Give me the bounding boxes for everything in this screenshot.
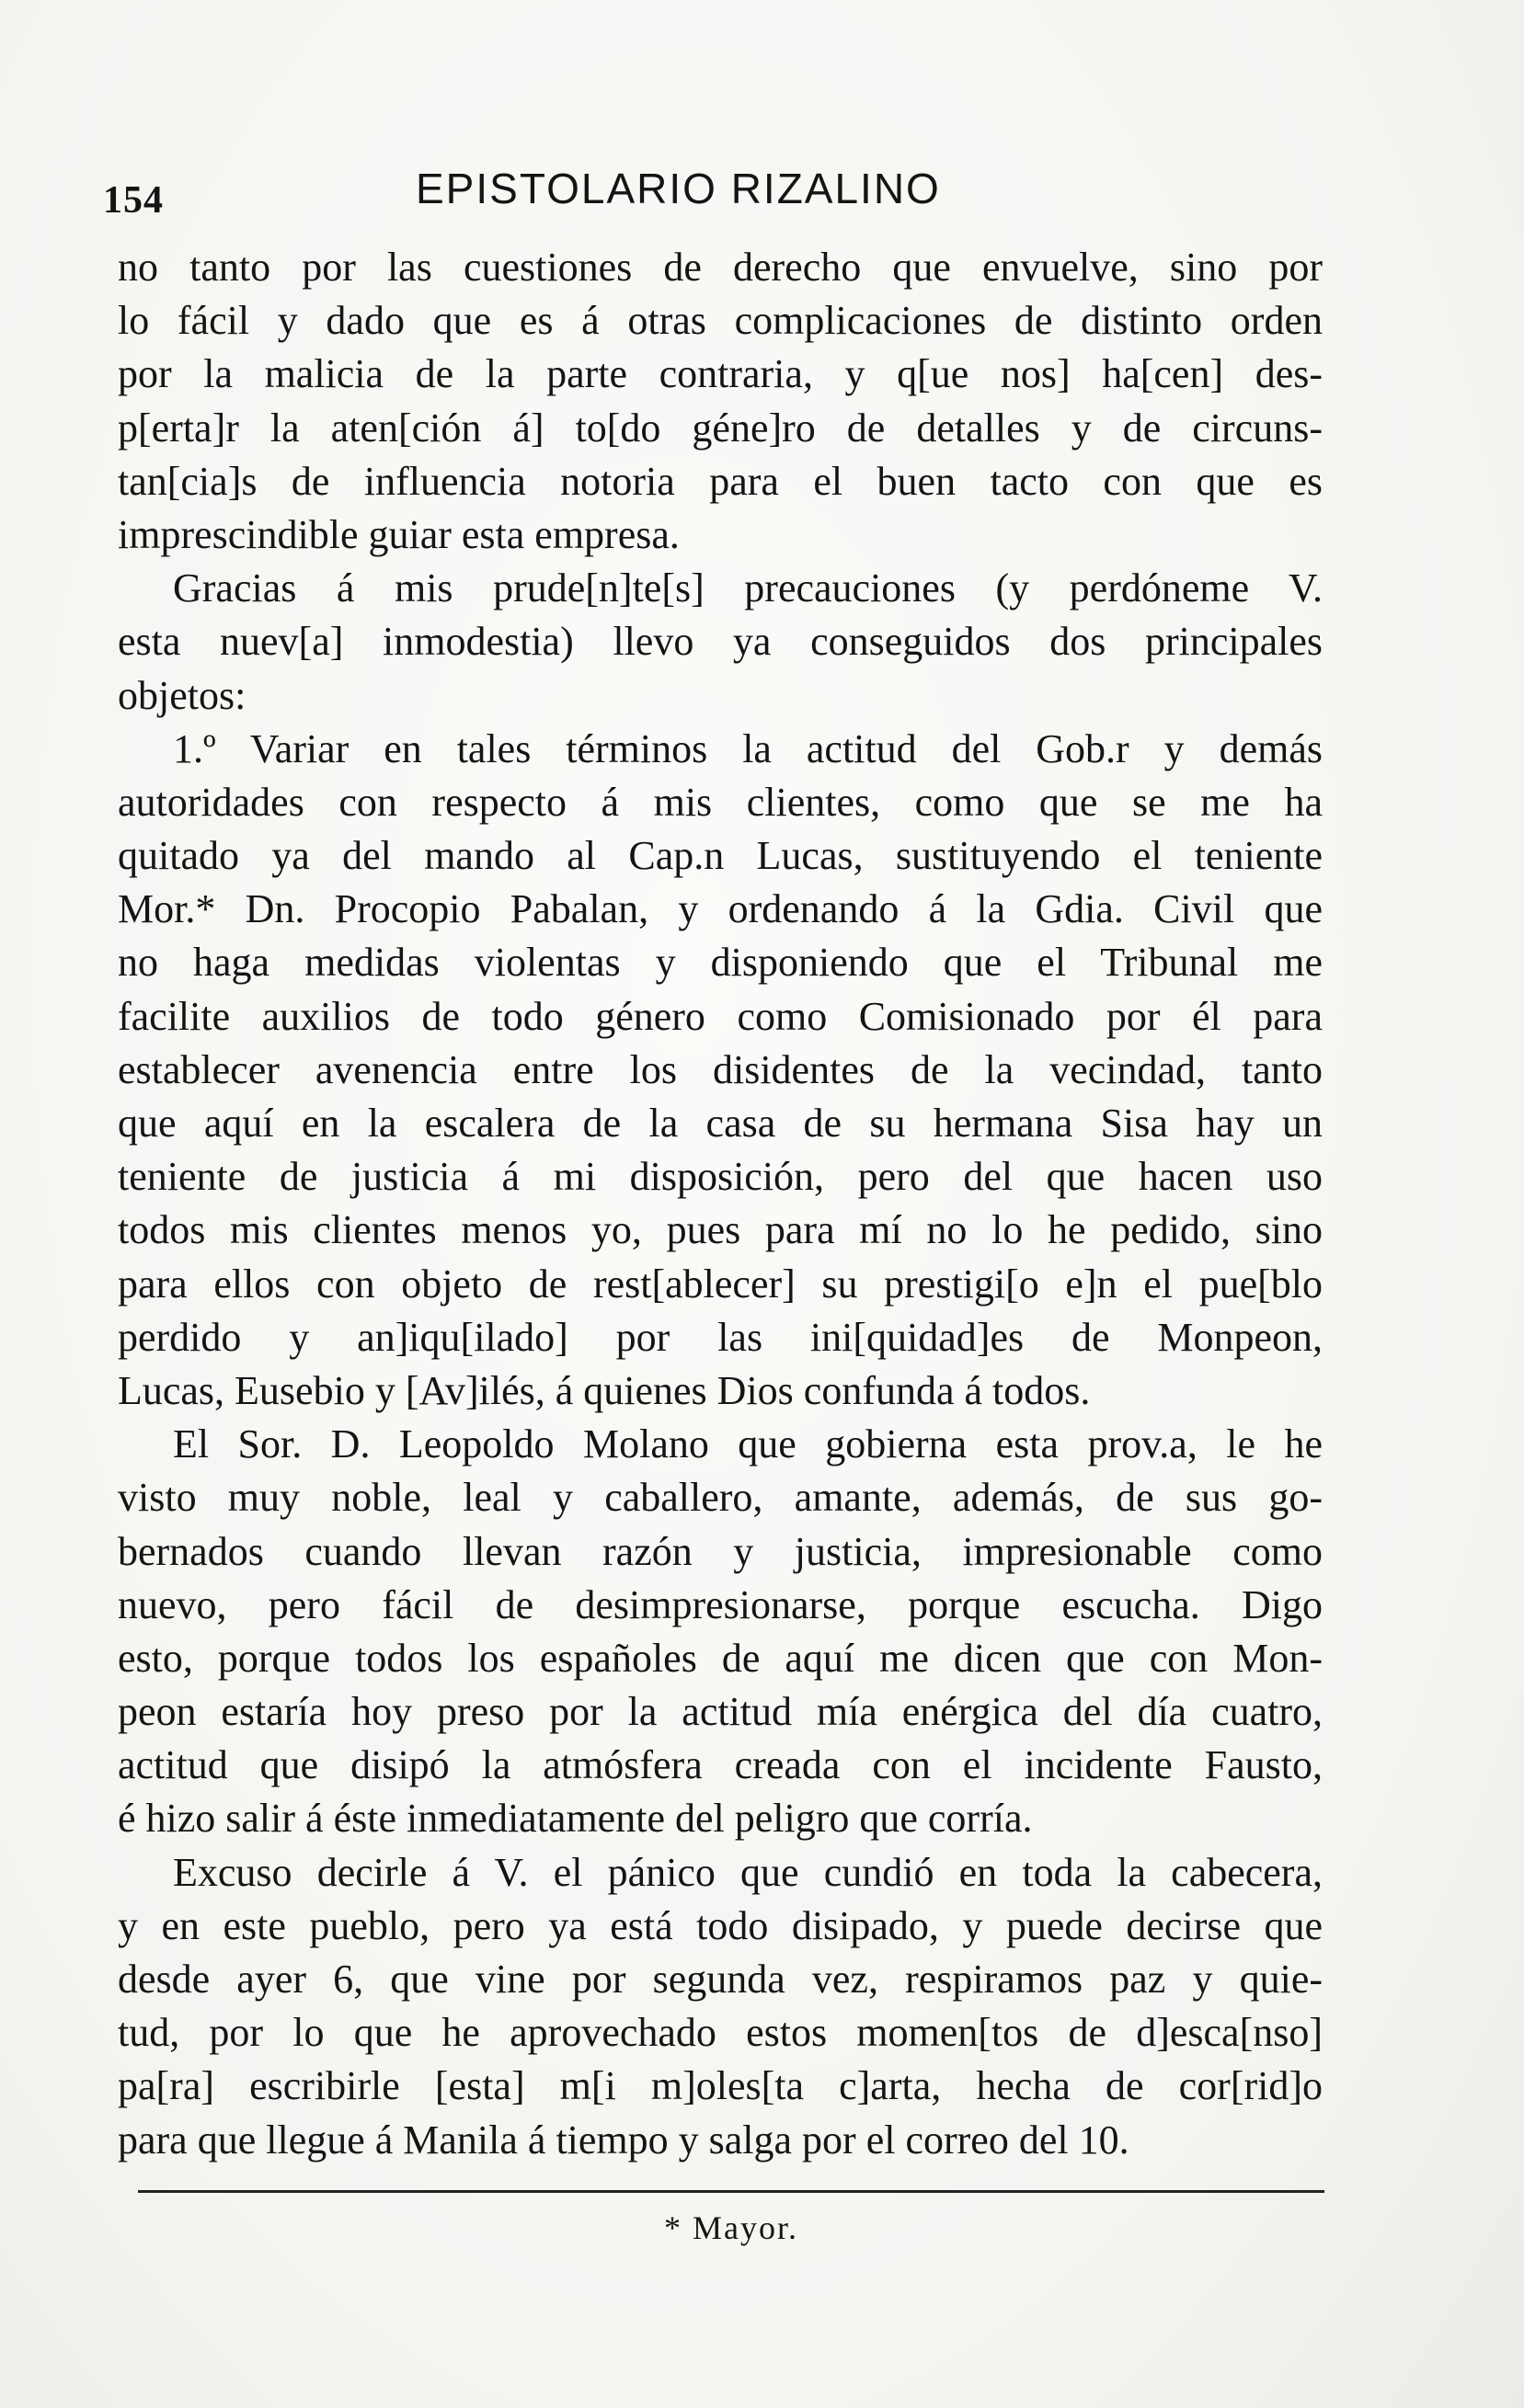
text-line: no haga medidas violentas y disponiendo que el Tribunal me [118, 940, 1323, 986]
text-line: tud, por lo que he aprovechado estos momen[tos de d]esca[nso] [118, 2010, 1323, 2056]
text-line: lo fácil y dado que es á otras complicaciones de distinto orden [118, 298, 1323, 344]
text-line: por la malicia de la parte contraria, y q[ue nos] ha[cen] des- [118, 351, 1323, 397]
text-line: desde ayer 6, que vine por segunda vez, respiramos paz y quie- [118, 1957, 1323, 2002]
page-number: 154 [103, 179, 164, 222]
text-line: para ellos con objeto de rest[ablecer] su prestigi[o e]n el pue[blo [118, 1261, 1323, 1307]
text-line: visto muy noble, leal y caballero, amante, además, de sus go- [118, 1475, 1323, 1521]
text-line: autoridades con respecto á mis clientes, como que se me ha [118, 779, 1323, 825]
text-line: Mor.* Dn. Procopio Pabalan, y ordenando á la Gdia. Civil que [118, 886, 1323, 932]
text-line: no tanto por las cuestiones de derecho que envuelve, sino por [118, 245, 1323, 290]
text-line: tan[cia]s de influencia notoria para el buen tacto con que es [118, 458, 1323, 504]
footnote-divider [138, 2190, 1324, 2193]
running-title: EPISTOLARIO RIZALINO [416, 165, 941, 212]
text-line: Excuso decirle á V. el pánico que cundió en toda la cabecera, [173, 1849, 1323, 1895]
body-text [118, 241, 1323, 2167]
text-line: Gracias á mis prude[n]te[s] precauciones (y perdóneme V. [173, 565, 1323, 611]
text-line: establecer avenencia entre los disidentes de la vecindad, tanto [118, 1046, 1323, 1092]
text-line: peon estaría hoy preso por la actitud mía enérgica del día cuatro, [118, 1689, 1323, 1735]
text-line: esto, porque todos los españoles de aquí me dicen que con Mon- [118, 1635, 1323, 1681]
text-line: pa[ra] escribirle [esta] m[i m]oles[ta c]arta, hecha de cor[rid]o [118, 2063, 1323, 2109]
text-line: facilite auxilios de todo género como Comisionado por él para [118, 993, 1323, 1039]
text-line: todos mis clientes menos yo, pues para mí no lo he pedido, sino [118, 1207, 1323, 1253]
text-line: é hizo salir á éste inmediatamente del peligro que corría. [118, 1796, 1033, 1842]
text-line: y en este pueblo, pero ya está todo disipado, y puede decirse que [118, 1902, 1323, 1948]
text-line: El Sor. D. Leopoldo Molano que gobierna esta prov.a, le he [173, 1421, 1323, 1467]
text-line: Lucas, Eusebio y [Av]ilés, á quienes Dios confunda á todos. [118, 1367, 1091, 1413]
text-line: objetos: [118, 672, 246, 718]
text-line: bernados cuando llevan razón y justicia, impresionable como [118, 1528, 1323, 1574]
text-line: esta nuev[a] inmodestia) llevo ya conseguidos dos principales [118, 619, 1323, 665]
text-line: teniente de justicia á mi disposición, pero del que hacen uso [118, 1154, 1323, 1200]
text-line: 1.º Variar en tales términos la actitud del Gob.r y demás [173, 725, 1323, 771]
text-line: quitado ya del mando al Cap.n Lucas, sustituyendo el teniente [118, 833, 1323, 879]
text-line: que aquí en la escalera de la casa de su hermana Sisa hay un [118, 1101, 1323, 1146]
text-line: nuevo, pero fácil de desimpresionarse, porque escucha. Digo [118, 1581, 1323, 1627]
footnote: * Mayor. [664, 2209, 798, 2246]
text-line: imprescindible guiar esta empresa. [118, 511, 680, 557]
text-line: p[erta]r la aten[ción á] to[do géne]ro de detalles y de circuns- [118, 405, 1323, 451]
text-line: actitud que disipó la atmósfera creada con el incidente Fausto, [118, 1742, 1323, 1788]
text-line: para que llegue á Manila á tiempo y salga por el correo del 10. [118, 2117, 1129, 2163]
text-line: perdido y an]iqu[ilado] por las ini[quidad]es de Monpeon, [118, 1314, 1323, 1360]
page-header [103, 164, 1335, 222]
